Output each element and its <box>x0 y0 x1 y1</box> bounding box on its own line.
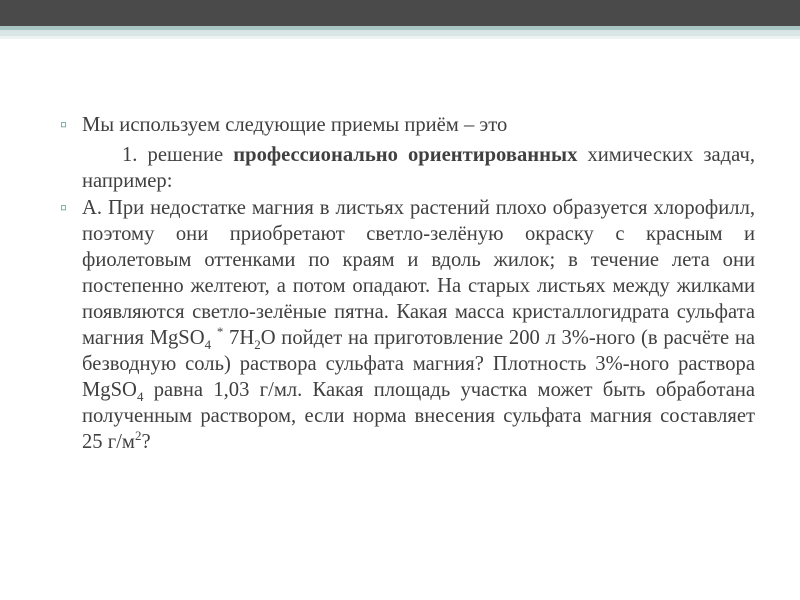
formula-subscript: 4 <box>204 337 212 353</box>
problem-text-5: ? <box>141 431 151 453</box>
problem-text-1: А. При недостатке магния в листьях растений плохо образуется хлорофилл, поэтому они приобретают светло-зелёную окраску с красным и фиолетовым оттенками по краям и вдоль жилок; в течение лета они постепенно желтеют, а потом опадают. На старых листьях между жилками появляются светло-зелёные пятна. Какая масса кристаллогидрата сульфата магния MgSO <box>82 197 755 349</box>
bullet-icon: ▫ <box>60 114 68 136</box>
formula-subscript: 4 <box>136 389 144 405</box>
formula-subscript: 2 <box>254 337 261 353</box>
header-bar <box>0 0 800 26</box>
bullet-problem <box>60 195 755 455</box>
unit-superscript: 2 <box>134 428 142 444</box>
method-post: химических задач, например: <box>82 144 755 192</box>
problem-text-2: 7H <box>223 327 255 349</box>
bullet-icon: ▫ <box>60 197 68 219</box>
header-stripe <box>0 36 800 39</box>
method-number: 1. <box>122 144 138 166</box>
method-item <box>60 142 755 194</box>
bullet-intro <box>60 112 755 138</box>
slide-body <box>60 112 755 455</box>
problem-text-4: равна 1,03 г/мл. Какая площадь участка может быть обработана полученным раствором, если норма внесения сульфата магния составляет 25 г/м <box>82 379 755 453</box>
method-bold: профессионально ориентированных <box>233 144 578 166</box>
formula-superscript: * <box>216 324 224 340</box>
method-pre: решение <box>147 144 224 166</box>
problem-text-3: O пойдет на приготовление 200 л 3%-ного (в расчёте на безводную соль) раствора сульфата магния? Плотность 3%-ного раствора MgSO <box>82 327 755 401</box>
intro-text: Мы используем следующие приемы приём – это <box>82 114 508 136</box>
